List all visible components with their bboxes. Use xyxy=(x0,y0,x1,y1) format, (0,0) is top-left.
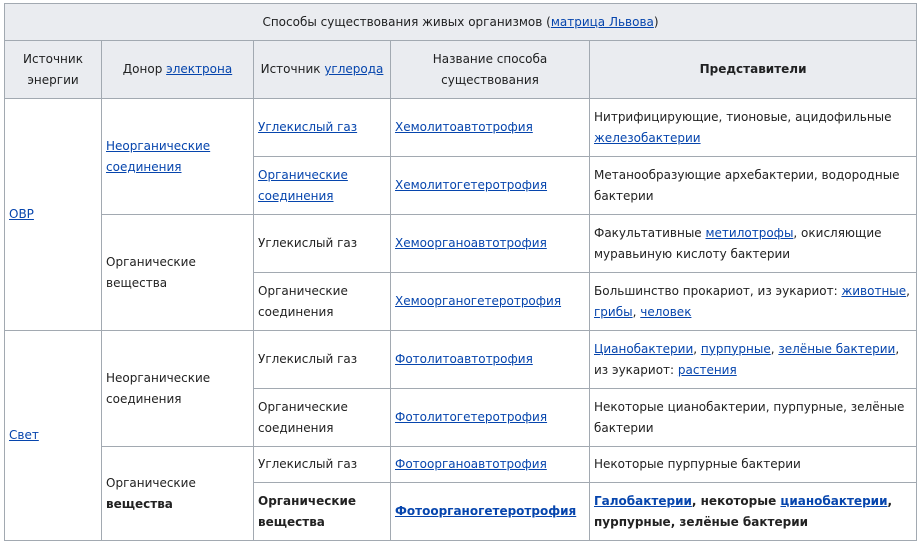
method-cell xyxy=(391,157,590,215)
method-cell xyxy=(391,331,590,389)
representatives-cell: Некоторые пурпурные бактерии xyxy=(590,447,917,483)
rep-text: , xyxy=(770,341,779,356)
chemolithoheterotrophy-link[interactable]: Хемолитогетеротрофия xyxy=(395,178,548,192)
table-row xyxy=(5,331,917,389)
rep-text: , из эукариот: xyxy=(594,341,900,377)
table-row xyxy=(5,99,917,157)
donor-organic-line2: вещества xyxy=(106,496,173,511)
lvov-matrix-link[interactable]: матрица Львова xyxy=(550,14,654,29)
rep-text: Факультативные xyxy=(594,225,706,240)
animals-link[interactable]: животные xyxy=(841,283,907,298)
rep-text: Нитрифицирующие, тионовые, ацидофильные xyxy=(594,109,892,124)
header-electron-donor xyxy=(102,41,254,99)
inorganic-compounds-link[interactable]: Неорганические соединения xyxy=(106,138,211,174)
donor-cell-ovr-organic: Органические вещества xyxy=(102,215,254,331)
caption-tail: ) xyxy=(653,14,659,29)
donor-cell-light-organic xyxy=(102,447,254,541)
iron-bacteria-link[interactable]: железобактерии xyxy=(594,130,701,145)
carbon-cell: Органические соединения xyxy=(254,389,391,447)
donor-cell-ovr-inorganic xyxy=(102,99,254,215)
photoorganoheterotrophy-link[interactable]: Фотоорганогетеротрофия xyxy=(395,504,577,518)
representatives-cell xyxy=(590,273,917,331)
representatives-cell xyxy=(590,483,917,541)
representatives-cell xyxy=(590,99,917,157)
method-cell xyxy=(391,447,590,483)
rep-text: , некоторые xyxy=(691,493,781,508)
representatives-cell: Метанообразующие архебактерии, водородные бактерии xyxy=(590,157,917,215)
header-energy-source: Источник энергии xyxy=(5,41,102,99)
light-link[interactable]: Свет xyxy=(9,428,39,442)
carbon-cell: Углекислый газ xyxy=(254,215,391,273)
representatives-cell: Некоторые цианобактерии, пурпурные, зелёные бактерии xyxy=(590,389,917,447)
method-cell xyxy=(391,389,590,447)
green-bacteria-link[interactable]: зелёные бактерии xyxy=(778,341,896,356)
header-representatives: Представители xyxy=(590,41,917,99)
table-row xyxy=(5,215,917,273)
fungi-link[interactable]: грибы xyxy=(594,304,633,319)
carbon-cell: Углекислый газ xyxy=(254,447,391,483)
caption-text: Способы существования живых организмов ( xyxy=(262,14,551,29)
purple-bacteria-link[interactable]: пурпурные xyxy=(700,341,771,356)
rep-text: , xyxy=(632,304,641,319)
method-cell xyxy=(391,99,590,157)
chemoorganoautotrophy-link[interactable]: Хемоорганоавтотрофия xyxy=(395,236,547,250)
method-cell xyxy=(391,215,590,273)
rep-text: Большинство прокариот, из эукариот: xyxy=(594,283,842,298)
halobacteria-link[interactable]: Галобактерии xyxy=(594,493,692,508)
lvov-matrix-table xyxy=(4,3,917,541)
rep-text: , xyxy=(693,341,701,356)
chemolithoautotrophy-link[interactable]: Хемолитоавтотрофия xyxy=(395,120,533,134)
plants-link[interactable]: растения xyxy=(677,362,737,377)
header-carbon-prefix: Источник xyxy=(260,62,325,76)
carbon-link[interactable]: углерода xyxy=(324,62,384,76)
table-row xyxy=(5,447,917,483)
photolithoautotrophy-link[interactable]: Фотолитоавтотрофия xyxy=(395,352,533,366)
organic-compounds-link[interactable]: Органические соединения xyxy=(258,167,348,203)
cyanobacteria-link-2[interactable]: цианобактерии xyxy=(780,493,888,508)
energy-cell-light xyxy=(5,331,102,541)
carbon-cell xyxy=(254,157,391,215)
carbon-cell xyxy=(254,99,391,157)
energy-cell-ovr xyxy=(5,99,102,331)
cyanobacteria-link[interactable]: Цианобактерии xyxy=(594,341,694,356)
method-cell xyxy=(391,483,590,541)
header-method-name: Название способа существования xyxy=(391,41,590,99)
rep-text: , пурпурные, зелёные бактерии xyxy=(594,493,893,529)
rep-text: , окисляющие муравьиную кислоту бактерии xyxy=(594,225,882,261)
donor-cell-light-inorganic: Неорганические соединения xyxy=(102,331,254,447)
methylotrophs-link[interactable]: метилотрофы xyxy=(705,225,794,240)
header-carbon-source xyxy=(254,41,391,99)
ovr-link[interactable]: ОВР xyxy=(9,207,34,221)
donor-organic-line1: Органические xyxy=(106,475,196,490)
carbon-cell: Органические вещества xyxy=(254,483,391,541)
method-cell xyxy=(391,273,590,331)
chemoorganoheterotrophy-link[interactable]: Хемоорганогетеротрофия xyxy=(395,294,562,308)
rep-text: , xyxy=(906,283,910,298)
photolithoheterotrophy-link[interactable]: Фотолитогетеротрофия xyxy=(395,410,548,424)
carbon-cell: Органические соединения xyxy=(254,273,391,331)
human-link[interactable]: человек xyxy=(640,304,692,319)
carbon-cell: Углекислый газ xyxy=(254,331,391,389)
photoorganoautotrophy-link[interactable]: Фотоорганоавтотрофия xyxy=(395,457,547,471)
representatives-cell xyxy=(590,331,917,389)
electron-link[interactable]: электрона xyxy=(166,62,233,76)
header-donor-prefix: Донор xyxy=(122,62,167,76)
carbon-dioxide-link[interactable]: Углекислый газ xyxy=(258,120,358,134)
representatives-cell xyxy=(590,215,917,273)
table-caption xyxy=(5,4,917,41)
